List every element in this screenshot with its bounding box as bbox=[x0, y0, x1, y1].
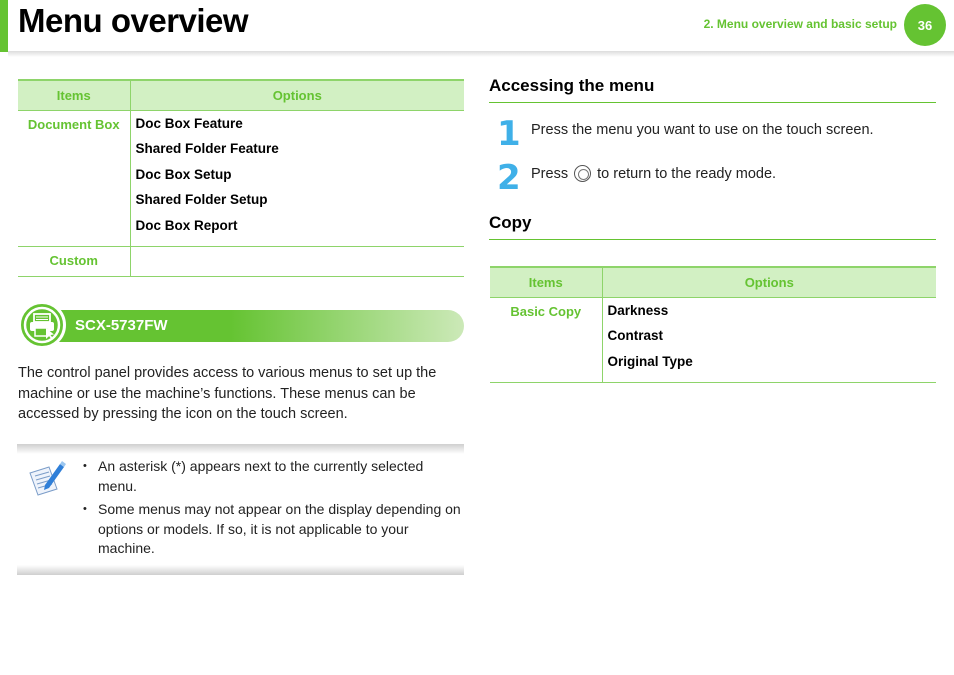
intro-paragraph: The control panel provides access to various menus to set up the machine or use the machine’s functions. These menus can be accessed by pressing the icon on the touch screen. bbox=[18, 365, 437, 422]
step-text bbox=[531, 165, 776, 182]
step-text-before: Press bbox=[531, 166, 569, 182]
table-row bbox=[490, 297, 936, 383]
model-banner bbox=[18, 301, 464, 349]
step-number: 1 bbox=[497, 114, 521, 154]
section-title-copy: Copy bbox=[489, 213, 532, 232]
section-divider bbox=[489, 102, 936, 103]
note-bullet: • An asterisk (*) appears next to the currently selected menu. bbox=[83, 457, 465, 496]
options-cell bbox=[130, 110, 464, 247]
page-title: Menu overview bbox=[18, 2, 249, 39]
item-cell: Basic Copy bbox=[490, 297, 602, 383]
note-list bbox=[83, 457, 465, 563]
option-item: Doc Box Setup bbox=[135, 166, 232, 182]
note-box bbox=[17, 444, 464, 575]
options-cell bbox=[602, 297, 936, 383]
note-pencil-icon bbox=[27, 459, 67, 495]
option-item: Shared Folder Feature bbox=[135, 141, 279, 156]
item-cell: Document Box bbox=[18, 110, 130, 247]
option-item: Contrast bbox=[607, 328, 664, 343]
note-bullet: • Some menus may not appear on the display depending on options or models. If so, it is not applicable to your machine. bbox=[83, 500, 465, 559]
option-item: Shared Folder Setup bbox=[135, 192, 268, 207]
chapter-link[interactable]: 2. Menu overview and basic setup bbox=[703, 17, 897, 31]
printer-touch-icon bbox=[18, 301, 66, 349]
column-header-items: Items bbox=[18, 80, 130, 110]
model-label: SCX-5737FW bbox=[75, 317, 168, 334]
copy-table bbox=[490, 266, 936, 383]
step-number: 2 bbox=[497, 158, 521, 198]
item-cell: Custom bbox=[18, 247, 130, 277]
column-header-items: Items bbox=[490, 267, 602, 297]
table-row bbox=[18, 110, 464, 247]
step-text-after: to return to the ready mode. bbox=[597, 166, 777, 182]
header-accent-bar bbox=[0, 0, 8, 52]
option-item: Doc Box Feature bbox=[135, 115, 243, 131]
column-header-options: Options bbox=[130, 80, 464, 110]
note-bottom-border bbox=[17, 565, 464, 575]
step-text: Press the menu you want to use on the touch screen. bbox=[531, 122, 874, 138]
option-item: Original Type bbox=[607, 353, 693, 369]
section-title-accessing: Accessing the menu bbox=[489, 76, 655, 95]
option-item: Darkness bbox=[607, 302, 669, 318]
option-item: Doc Box Report bbox=[135, 217, 238, 233]
page-number-badge: 36 bbox=[904, 4, 946, 46]
section-divider bbox=[489, 239, 936, 240]
table-row bbox=[18, 247, 464, 277]
document-box-table bbox=[18, 79, 464, 277]
column-header-options: Options bbox=[602, 267, 936, 297]
note-top-border bbox=[17, 444, 464, 454]
header-divider bbox=[8, 51, 954, 57]
stop-button-icon bbox=[574, 165, 591, 182]
options-cell bbox=[130, 247, 464, 277]
